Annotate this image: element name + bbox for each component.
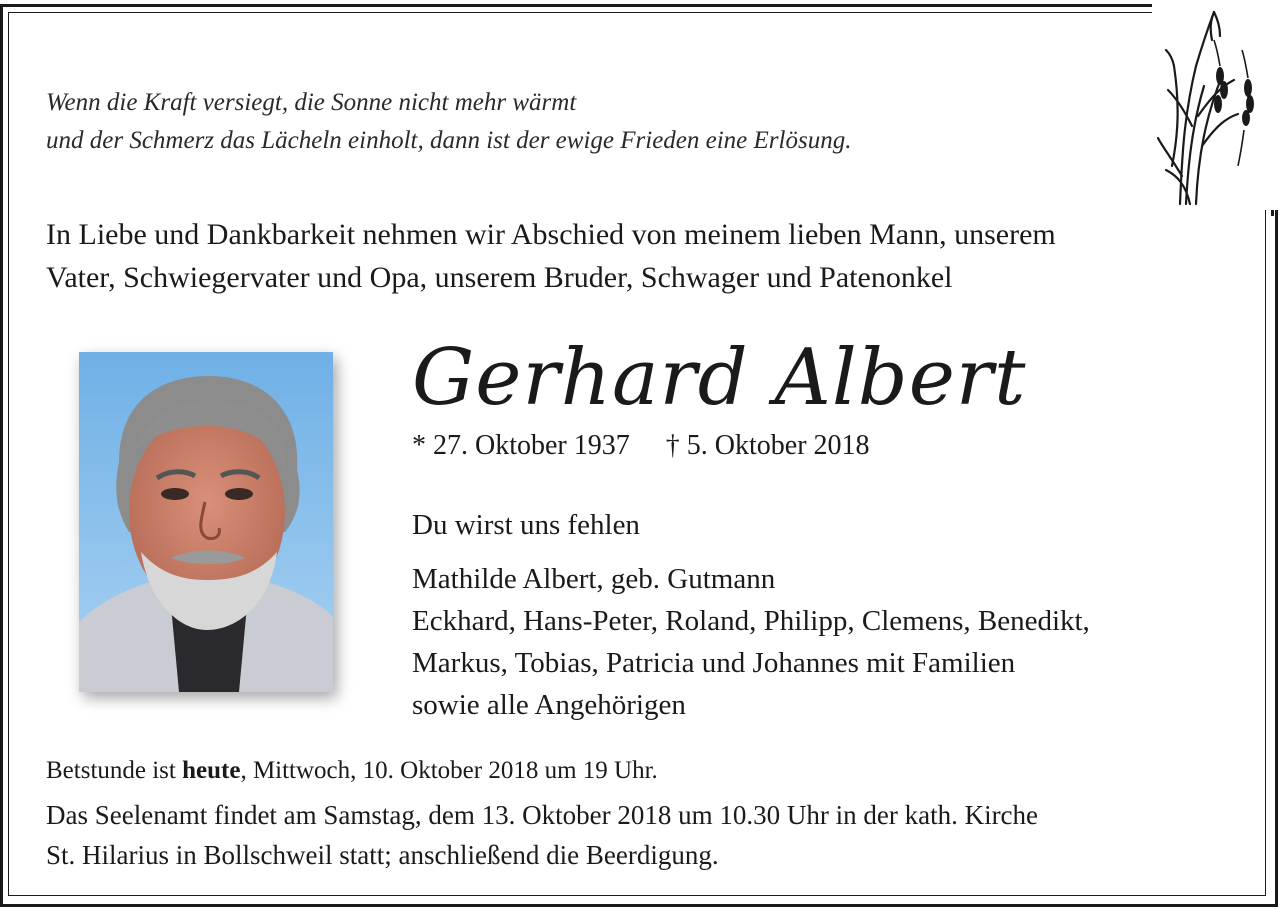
funeral-line-2: St. Hilarius in Bollschweil statt; anschließend die Beerdigung. (46, 840, 719, 870)
birth-date: * 27. Oktober 1937 (412, 430, 630, 461)
corner-edge (1271, 210, 1274, 216)
farewell-message: Du wirst uns fehlen (412, 509, 640, 541)
quote-line-2: und der Schmerz das Lächeln einholt, dann ist der ewige Frieden eine Erlösung. (46, 127, 852, 154)
funeral-line-1: Das Seelenamt findet am Samstag, dem 13. Oktober 2018 um 10.30 Uhr in der kath. Kirche (46, 800, 1039, 830)
mourners-line-2: Eckhard, Hans-Peter, Roland, Philipp, Clemens, Benedikt, (412, 605, 1090, 637)
intro-line-1: In Liebe und Dankbarkeit nehmen wir Abschied von meinem lieben Mann, unserem (46, 218, 1056, 251)
portrait-photo (79, 352, 333, 692)
wheat-grass-icon (1152, 6, 1262, 206)
deceased-name: Gerhard Albert (412, 333, 1027, 423)
mourners-list (412, 558, 1090, 726)
mourners-line-1: Mathilde Albert, geb. Gutmann (412, 563, 776, 595)
service-prefix: Betstunde ist (46, 757, 183, 784)
death-date: † 5. Oktober 2018 (665, 430, 870, 461)
memorial-quote (46, 84, 851, 160)
funeral-info (46, 795, 1256, 875)
service-suffix: , Mittwoch, 10. Oktober 2018 um 19 Uhr. (240, 757, 658, 784)
intro-line-2: Vater, Schwiegervater und Opa, unserem Bruder, Schwager und Patenonkel (46, 261, 953, 294)
mourners-line-3: Markus, Tobias, Patricia und Johannes mit Familien (412, 647, 1016, 679)
quote-line-1: Wenn die Kraft versiegt, die Sonne nicht mehr wärmt (46, 89, 577, 116)
service-emphasis: heute (182, 757, 241, 784)
mourners-line-4: sowie alle Angehörigen (412, 689, 686, 721)
life-dates (412, 428, 870, 464)
intro-text (46, 213, 1246, 299)
prayer-service-info (46, 753, 658, 789)
